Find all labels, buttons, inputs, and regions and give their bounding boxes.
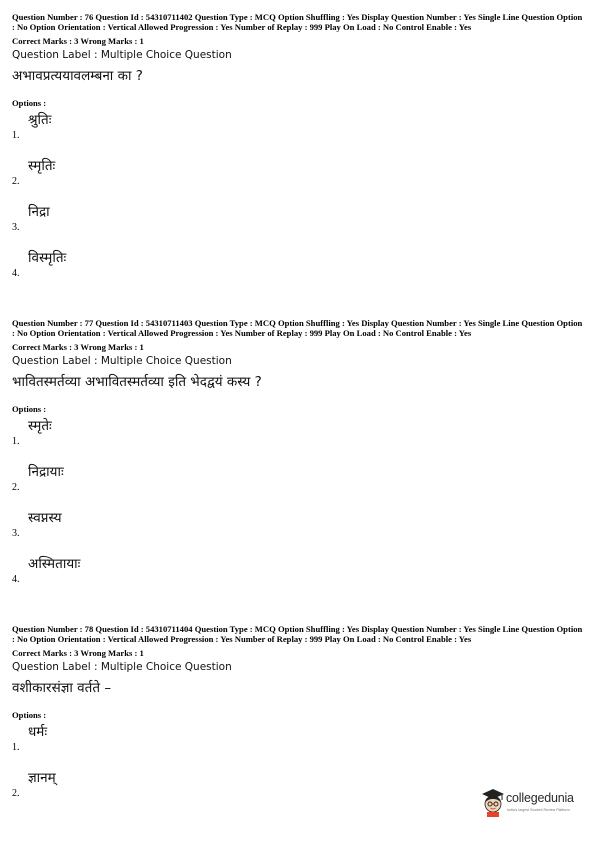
option-2[interactable]: [12, 154, 584, 200]
question-label: Question Label : Multiple Choice Question: [12, 49, 232, 61]
question-marks: Correct Marks : 3 Wrong Marks : 1: [12, 648, 144, 658]
question-label: Question Label : Multiple Choice Question: [12, 355, 232, 367]
option-number: 4.: [12, 268, 20, 279]
option-number: 2.: [12, 176, 20, 187]
option-1[interactable]: [12, 720, 584, 766]
option-4[interactable]: [12, 552, 584, 598]
logo-tagline: India's largest Student Review Platform: [507, 808, 570, 812]
option-text: स्मृतिः: [28, 158, 56, 174]
question-meta: Question Number : 76 Question Id : 54310711402 Question Type : MCQ Option Shuffling : Yes Display Question Number : Yes Single Line Question Option : No Option Orientation : Vertical Allowed Progression : Yes Number of Replay : 999 Play On Load : No Control Enable : Yes: [12, 12, 583, 32]
collegedunia-logo: [480, 787, 580, 821]
option-text: विस्मृतिः: [28, 250, 67, 266]
question-block-78: [12, 624, 584, 812]
option-number: 3.: [12, 528, 20, 539]
option-text: अस्मितायाः: [28, 556, 81, 572]
question-block-77: [12, 318, 584, 598]
options-heading: Options :: [12, 710, 47, 720]
option-2[interactable]: [12, 460, 584, 506]
option-number: 1.: [12, 742, 20, 753]
option-text: स्वप्नस्य: [28, 510, 62, 526]
graduate-mascot-icon: [480, 787, 506, 817]
question-label: Question Label : Multiple Choice Question: [12, 661, 232, 673]
option-1[interactable]: [12, 414, 584, 460]
option-number: 2.: [12, 788, 20, 799]
option-text: निद्रायाः: [28, 464, 64, 480]
option-text: स्मृतेः: [28, 418, 52, 434]
option-3[interactable]: [12, 200, 584, 246]
question-meta: Question Number : 78 Question Id : 54310711404 Question Type : MCQ Option Shuffling : Yes Display Question Number : Yes Single Line Question Option : No Option Orientation : Vertical Allowed Progression : Yes Number of Replay : 999 Play On Load : No Control Enable : Yes: [12, 624, 583, 644]
logo-name: collegedunia: [506, 791, 574, 805]
option-number: 3.: [12, 222, 20, 233]
option-3[interactable]: [12, 506, 584, 552]
option-text: निद्रा: [28, 204, 50, 220]
options-heading: Options :: [12, 404, 47, 414]
question-marks: Correct Marks : 3 Wrong Marks : 1: [12, 36, 144, 46]
option-number: 1.: [12, 436, 20, 447]
question-meta: Question Number : 77 Question Id : 54310711403 Question Type : MCQ Option Shuffling : Yes Display Question Number : Yes Single Line Question Option : No Option Orientation : Vertical Allowed Progression : Yes Number of Replay : 999 Play On Load : No Control Enable : Yes: [12, 318, 583, 338]
option-number: 4.: [12, 574, 20, 585]
options-heading: Options :: [12, 98, 47, 108]
option-number: 1.: [12, 130, 20, 141]
option-4[interactable]: [12, 246, 584, 292]
question-stem: अभावप्रत्ययावलम्बना का ?: [12, 68, 143, 84]
option-text: श्रुतिः: [28, 112, 52, 128]
question-stem: वशीकारसंज्ञा वर्तते –: [12, 680, 112, 696]
option-number: 2.: [12, 482, 20, 493]
option-text: धर्मः: [28, 724, 48, 740]
question-block-76: [12, 12, 584, 292]
option-text: ज्ञानम्: [28, 770, 56, 786]
question-stem: भावितस्मर्तव्या अभावितस्मर्तव्या इति भेदद्वयं कस्य ?: [12, 374, 262, 390]
question-marks: Correct Marks : 3 Wrong Marks : 1: [12, 342, 144, 352]
option-1[interactable]: [12, 108, 584, 154]
